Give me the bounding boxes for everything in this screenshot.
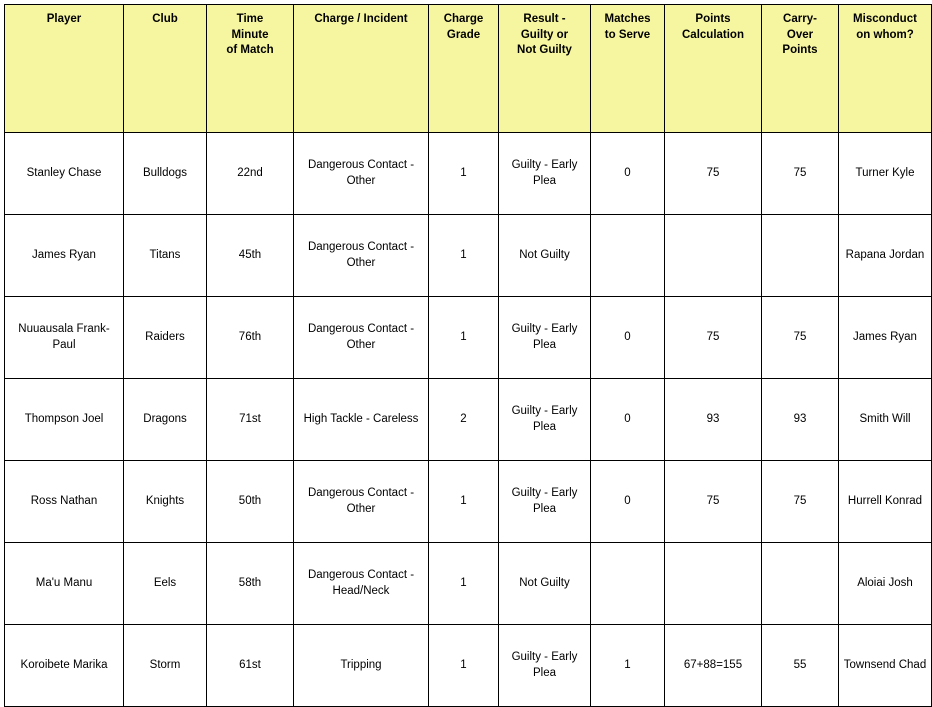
column-header-matches-line1: Matches: [604, 13, 651, 25]
table-body: [5, 133, 932, 707]
cell-charge: Dangerous Contact - Other: [294, 133, 429, 215]
cell-carry-over: 93: [762, 379, 839, 461]
cell-player: James Ryan: [5, 215, 124, 297]
cell-misconduct: Aloiai Josh: [839, 543, 932, 625]
cell-time: 45th: [207, 215, 294, 297]
column-header-charge-incident: [294, 5, 429, 133]
cell-points: 75: [665, 133, 762, 215]
cell-matches: 0: [591, 133, 665, 215]
column-header-matches-line2: to Serve: [604, 28, 651, 41]
table-row: [5, 379, 932, 461]
column-header-player-line1: Player: [46, 13, 82, 25]
cell-time: 22nd: [207, 133, 294, 215]
cell-points: [665, 543, 762, 625]
cell-misconduct: Smith Will: [839, 379, 932, 461]
cell-result: Guilty - Early Plea: [499, 133, 591, 215]
cell-points: [665, 215, 762, 297]
cell-carry-over: [762, 215, 839, 297]
cell-club: Storm: [124, 625, 207, 707]
column-header-matches-to-serve: [591, 5, 665, 133]
cell-grade: 1: [429, 133, 499, 215]
cell-player: Nuuausala Frank-Paul: [5, 297, 124, 379]
column-header-result-line3: Not Guilty: [517, 44, 572, 57]
cell-misconduct: James Ryan: [839, 297, 932, 379]
cell-player: Ross Nathan: [5, 461, 124, 543]
cell-time: 61st: [207, 625, 294, 707]
cell-grade: 1: [429, 543, 499, 625]
column-header-misconduct-on-whom: [839, 5, 932, 133]
cell-misconduct: Rapana Jordan: [839, 215, 932, 297]
column-header-grade-line1: Charge: [443, 13, 484, 25]
column-header-time-minute-of-match: [207, 5, 294, 133]
cell-grade: 1: [429, 625, 499, 707]
cell-points: 75: [665, 297, 762, 379]
cell-carry-over: 75: [762, 461, 839, 543]
cell-player: Stanley Chase: [5, 133, 124, 215]
cell-grade: 1: [429, 215, 499, 297]
column-header-result-line2: Guilty or: [520, 28, 569, 41]
column-header-time-line1: Time: [236, 13, 264, 25]
judiciary-results-table: [4, 4, 932, 707]
cell-misconduct: Townsend Chad: [839, 625, 932, 707]
column-header-carry-over-points: [762, 5, 839, 133]
column-header-points-line1: Points: [695, 13, 731, 25]
table-row: [5, 625, 932, 707]
cell-misconduct: Hurrell Konrad: [839, 461, 932, 543]
column-header-carry-line2: Over: [786, 28, 814, 41]
column-header-charge-line1: Charge / Incident: [314, 13, 408, 25]
cell-time: 50th: [207, 461, 294, 543]
cell-matches: 0: [591, 379, 665, 461]
table-row: [5, 133, 932, 215]
column-header-club-line1: Club: [152, 13, 178, 25]
table-row: [5, 215, 932, 297]
cell-carry-over: 75: [762, 133, 839, 215]
table-row: [5, 297, 932, 379]
cell-matches: 1: [591, 625, 665, 707]
cell-matches: 0: [591, 297, 665, 379]
cell-result: Not Guilty: [499, 543, 591, 625]
column-header-club: [124, 5, 207, 133]
cell-club: Titans: [124, 215, 207, 297]
cell-charge: Dangerous Contact - Other: [294, 215, 429, 297]
cell-result: Guilty - Early Plea: [499, 297, 591, 379]
column-header-grade-line2: Grade: [446, 28, 481, 41]
table-header-row: [5, 5, 932, 133]
cell-grade: 1: [429, 461, 499, 543]
column-header-misconduct-line2: on whom?: [856, 28, 914, 41]
cell-carry-over: 75: [762, 297, 839, 379]
column-header-points-calculation: [665, 5, 762, 133]
cell-grade: 2: [429, 379, 499, 461]
cell-player: Koroibete Marika: [5, 625, 124, 707]
cell-carry-over: [762, 543, 839, 625]
cell-club: Dragons: [124, 379, 207, 461]
cell-points: 67+88=155: [665, 625, 762, 707]
cell-player: Thompson Joel: [5, 379, 124, 461]
cell-time: 71st: [207, 379, 294, 461]
cell-result: Guilty - Early Plea: [499, 625, 591, 707]
cell-misconduct: Turner Kyle: [839, 133, 932, 215]
column-header-time-line2: Minute: [231, 28, 269, 41]
table-header: [5, 5, 932, 133]
column-header-result-line1: Result -: [523, 13, 566, 25]
table-row: [5, 461, 932, 543]
cell-matches: [591, 215, 665, 297]
column-header-points-line2: Calculation: [682, 28, 744, 41]
cell-charge: Dangerous Contact - Other: [294, 461, 429, 543]
cell-grade: 1: [429, 297, 499, 379]
cell-club: Bulldogs: [124, 133, 207, 215]
cell-charge: Dangerous Contact - Head/Neck: [294, 543, 429, 625]
cell-matches: 0: [591, 461, 665, 543]
cell-player: Ma'u Manu: [5, 543, 124, 625]
cell-result: Guilty - Early Plea: [499, 461, 591, 543]
cell-result: Not Guilty: [499, 215, 591, 297]
cell-club: Knights: [124, 461, 207, 543]
column-header-time-line3: of Match: [226, 44, 274, 57]
column-header-carry-line3: Points: [782, 44, 818, 57]
column-header-result: [499, 5, 591, 133]
cell-time: 76th: [207, 297, 294, 379]
cell-points: 93: [665, 379, 762, 461]
cell-charge: High Tackle - Careless: [294, 379, 429, 461]
cell-result: Guilty - Early Plea: [499, 379, 591, 461]
cell-club: Raiders: [124, 297, 207, 379]
column-header-misconduct-line1: Misconduct: [853, 13, 917, 25]
cell-points: 75: [665, 461, 762, 543]
cell-club: Eels: [124, 543, 207, 625]
table-row: [5, 543, 932, 625]
column-header-player: [5, 5, 124, 133]
cell-carry-over: 55: [762, 625, 839, 707]
cell-charge: Dangerous Contact - Other: [294, 297, 429, 379]
column-header-carry-line1: Carry-: [783, 13, 817, 25]
column-header-charge-grade: [429, 5, 499, 133]
cell-time: 58th: [207, 543, 294, 625]
cell-charge: Tripping: [294, 625, 429, 707]
cell-matches: [591, 543, 665, 625]
